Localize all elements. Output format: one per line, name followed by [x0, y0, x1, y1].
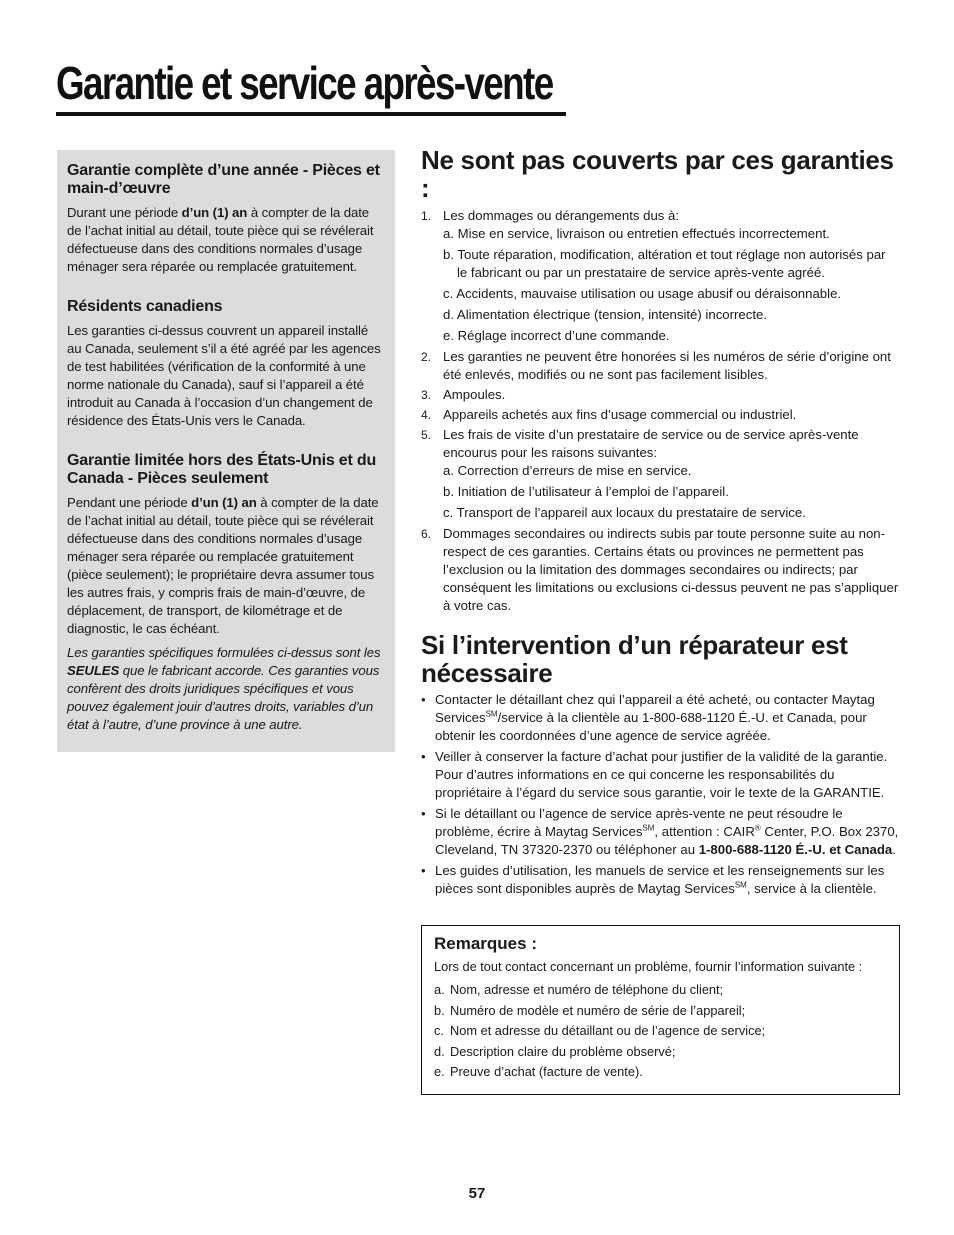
- remarks-item: [434, 1002, 887, 1020]
- warranty-note: [67, 644, 385, 734]
- service-text: /service à la clientèle au 1-800-688-1120 É.-U. et Canada, pour obtenir les coordonnées d’une agence de service agréée.: [435, 710, 867, 743]
- service-phone: 1-800-688-1120 É.-U. et Canada: [698, 842, 893, 857]
- exclusion-number: 3.: [421, 388, 432, 402]
- remarks-letter: a.: [434, 982, 445, 997]
- service-text: Veiller à conserver la facture d’achat pour justifier de la validité de la garantie. Pour d’autres informations en ce qui concerne les responsabilités du propriétaire à l’égard du service sous garantie, voir le texte de la GARANTIE.: [435, 749, 888, 800]
- service-mark: SM: [485, 709, 498, 719]
- registered-mark: ®: [754, 823, 761, 833]
- remarks-letter: b.: [434, 1002, 445, 1018]
- service-text: .: [892, 842, 896, 857]
- exclusion-item: [421, 426, 899, 522]
- exclusion-text: Les garanties ne peuvent être honorées si les numéros de série d’origine ont été enlevés, modifiés ou ne sont pas facilement lisibles.: [443, 349, 891, 382]
- service-list: [421, 691, 899, 898]
- exclusion-text: Appareils achetés aux fins d’usage commercial ou industriel.: [443, 407, 797, 422]
- exclusion-number: 1.: [421, 209, 432, 223]
- remarks-letter: c.: [434, 1023, 444, 1038]
- service-text: Les guides d’utilisation, les manuels de service et les renseignements sur les pièces sont disponibles auprès de Maytag Services: [435, 863, 885, 896]
- bullet: •: [421, 806, 426, 821]
- warranty-note-2: que le fabricant accorde. Ces garanties vous confèrent des droits juridiques spécifiques et vous pouvez également jouir d’autres droits, variables d’un état à l’autre, d’une province à une autre.: [67, 663, 380, 732]
- canadian-residents-section: [67, 298, 385, 430]
- remarks-text: Numéro de modèle et numéro de série de l’appareil;: [450, 1002, 746, 1018]
- remarks-box: [421, 925, 900, 1095]
- full-warranty-section: [67, 162, 385, 276]
- exclusion-item: [421, 406, 899, 424]
- exclusion-number: 5.: [421, 428, 432, 442]
- warranty-box: [57, 150, 395, 752]
- full-warranty-period: d’un (1) an: [181, 205, 248, 220]
- exclusion-subitem: b. Initiation de l’utilisateur à l’emploi de l’appareil.: [443, 484, 729, 499]
- exclusion-number: 2.: [421, 350, 432, 364]
- exclusion-item: [421, 348, 899, 384]
- exclusions-list: [421, 207, 899, 615]
- service-text: Center, P.O. Box 2370, Cleveland, TN 37320-2370 ou téléphoner au: [435, 824, 899, 857]
- limited-warranty-text-1: Pendant une période: [67, 495, 192, 510]
- full-warranty-text-1: Durant une période: [67, 205, 182, 220]
- bullet: •: [421, 863, 426, 878]
- exclusions-heading: Ne sont pas couverts par ces garanties :: [421, 145, 894, 203]
- exclusion-number: 4.: [421, 408, 432, 422]
- service-mark: SM: [642, 823, 655, 833]
- service-mark: SM: [734, 880, 747, 890]
- service-text: , attention : CAIR: [654, 824, 755, 839]
- limited-warranty-section: [67, 452, 385, 734]
- limited-warranty-period: d’un (1) an: [191, 495, 257, 510]
- exclusion-subitem: e. Réglage incorrect d’une commande.: [443, 328, 670, 343]
- exclusion-subitem: d. Alimentation électrique (tension, intensité) incorrecte.: [443, 307, 767, 322]
- exclusion-number: 6.: [421, 527, 432, 541]
- remarks-item: [434, 1043, 887, 1061]
- remarks-text: Preuve d’achat (facture de vente).: [450, 1064, 643, 1079]
- canadian-residents-heading: Résidents canadiens: [67, 298, 223, 315]
- remarks-text: Nom, adresse et numéro de téléphone du client;: [450, 982, 724, 997]
- service-item: [421, 862, 899, 898]
- remarks-item: [434, 1063, 887, 1081]
- exclusion-subitem: b. Toute réparation, modification, altération et tout réglage non autorisés par le fabricant ou par un prestataire de service après-vente agréé.: [443, 247, 886, 280]
- exclusion-item: [421, 525, 899, 615]
- remarks-letter: d.: [434, 1043, 445, 1059]
- full-warranty-text-2: à compter de la date de l’achat initial au détail, toute pièce qui se révélerait défectueuse dans des conditions normales d’usage ménager sera réparée ou remplacée gratuitement.: [67, 205, 374, 274]
- service-text: , service à la clientèle.: [746, 881, 877, 896]
- remarks-list: [434, 981, 887, 1081]
- warranty-note-1: Les garanties spécifiques formulées ci-dessus sont les: [67, 645, 381, 660]
- service-item: [421, 748, 899, 802]
- service-item: [421, 691, 899, 745]
- service-item: [421, 805, 899, 859]
- exclusion-text: Dommages secondaires ou indirects subis par toute personne suite au non-respect de ces garanties. Certains états ou provinces ne permettent pas l’exclusion ou la limitation des dommages secondaires ou indirects; par conséquent les limitations ou exclusions ci-dessus peuvent ne pas s’appliquer à votre cas.: [443, 526, 899, 613]
- exclusion-sublist: [443, 225, 899, 345]
- remarks-letter: e.: [434, 1064, 445, 1079]
- exclusion-item: [421, 386, 899, 404]
- full-warranty-heading: Garantie complète d’une année - Pièces et main-d’œuvre: [67, 162, 380, 197]
- remarks-text: Nom et adresse du détaillant ou de l’agence de service;: [450, 1023, 766, 1038]
- page-number: 57: [468, 1185, 486, 1202]
- service-text: Contacter le détaillant chez qui l’appareil a été acheté, ou contacter Maytag Services: [435, 692, 875, 725]
- remarks-item: [434, 981, 887, 999]
- exclusion-subitem: a. Mise en service, livraison ou entretien effectués incorrectement.: [443, 226, 830, 241]
- canadian-residents-text: Les garanties ci-dessus couvrent un appareil installé au Canada, seulement s’il a été agréé par les agences de test habilitées (vérification de la conformité à une norme nationale du Canada), sauf si l’appareil a été introduit au Canada à l’occasion d’un changement de résidence des États-Unis vers le Canada.: [67, 323, 381, 428]
- remarks-heading: Remarques :: [434, 934, 537, 953]
- full-warranty-text: [67, 204, 385, 276]
- bullet: •: [421, 749, 426, 764]
- exclusion-item: [421, 207, 899, 345]
- exclusion-text: Ampoules.: [443, 387, 506, 402]
- right-column: [421, 146, 899, 901]
- exclusion-subitem: c. Accidents, mauvaise utilisation ou usage abusif ou déraisonnable.: [443, 286, 842, 301]
- service-text: Si le détaillant ou l’agence de service après-vente ne peut résoudre le problème, écrire à Maytag Services: [435, 806, 843, 839]
- exclusion-text: Les dommages ou dérangements dus à:: [443, 208, 680, 223]
- limited-warranty-text: [67, 494, 385, 638]
- warranty-note-emphasis: SEULES: [67, 663, 120, 678]
- title-rule: [56, 112, 566, 116]
- exclusion-subitem: c. Transport de l’appareil aux locaux du prestataire de service.: [443, 505, 806, 520]
- bullet: •: [421, 692, 426, 707]
- exclusion-sublist: [443, 462, 899, 522]
- exclusion-text: Les frais de visite d’un prestataire de service ou de service après-vente encourus pour les raisons suivantes:: [443, 427, 859, 460]
- limited-warranty-heading: Garantie limitée hors des États-Unis et du Canada - Pièces seulement: [67, 452, 377, 487]
- limited-warranty-text-2: à compter de la date de l’achat initial au détail, toute pièce qui se révélerait défectueuse dans des conditions normales d’usage ménager sera réparée ou remplacée gratuitement (pièce seulement); le propriétaire devra assumer tous les autres frais, y compris frais de main-d’œuvre, de déplacement, de transport, de kilométrage et de diagnostic, le cas échéant.: [67, 495, 379, 636]
- page-title: Garantie et service après-vente: [56, 57, 553, 109]
- remarks-item: [434, 1022, 887, 1040]
- service-heading: Si l’intervention d’un réparateur est nécessaire: [421, 630, 848, 688]
- remarks-intro: Lors de tout contact concernant un problème, fournir l’information suivante :: [434, 959, 863, 974]
- remarks-text: Description claire du problème observé;: [450, 1043, 676, 1059]
- exclusion-subitem: a. Correction d’erreurs de mise en service.: [443, 463, 692, 478]
